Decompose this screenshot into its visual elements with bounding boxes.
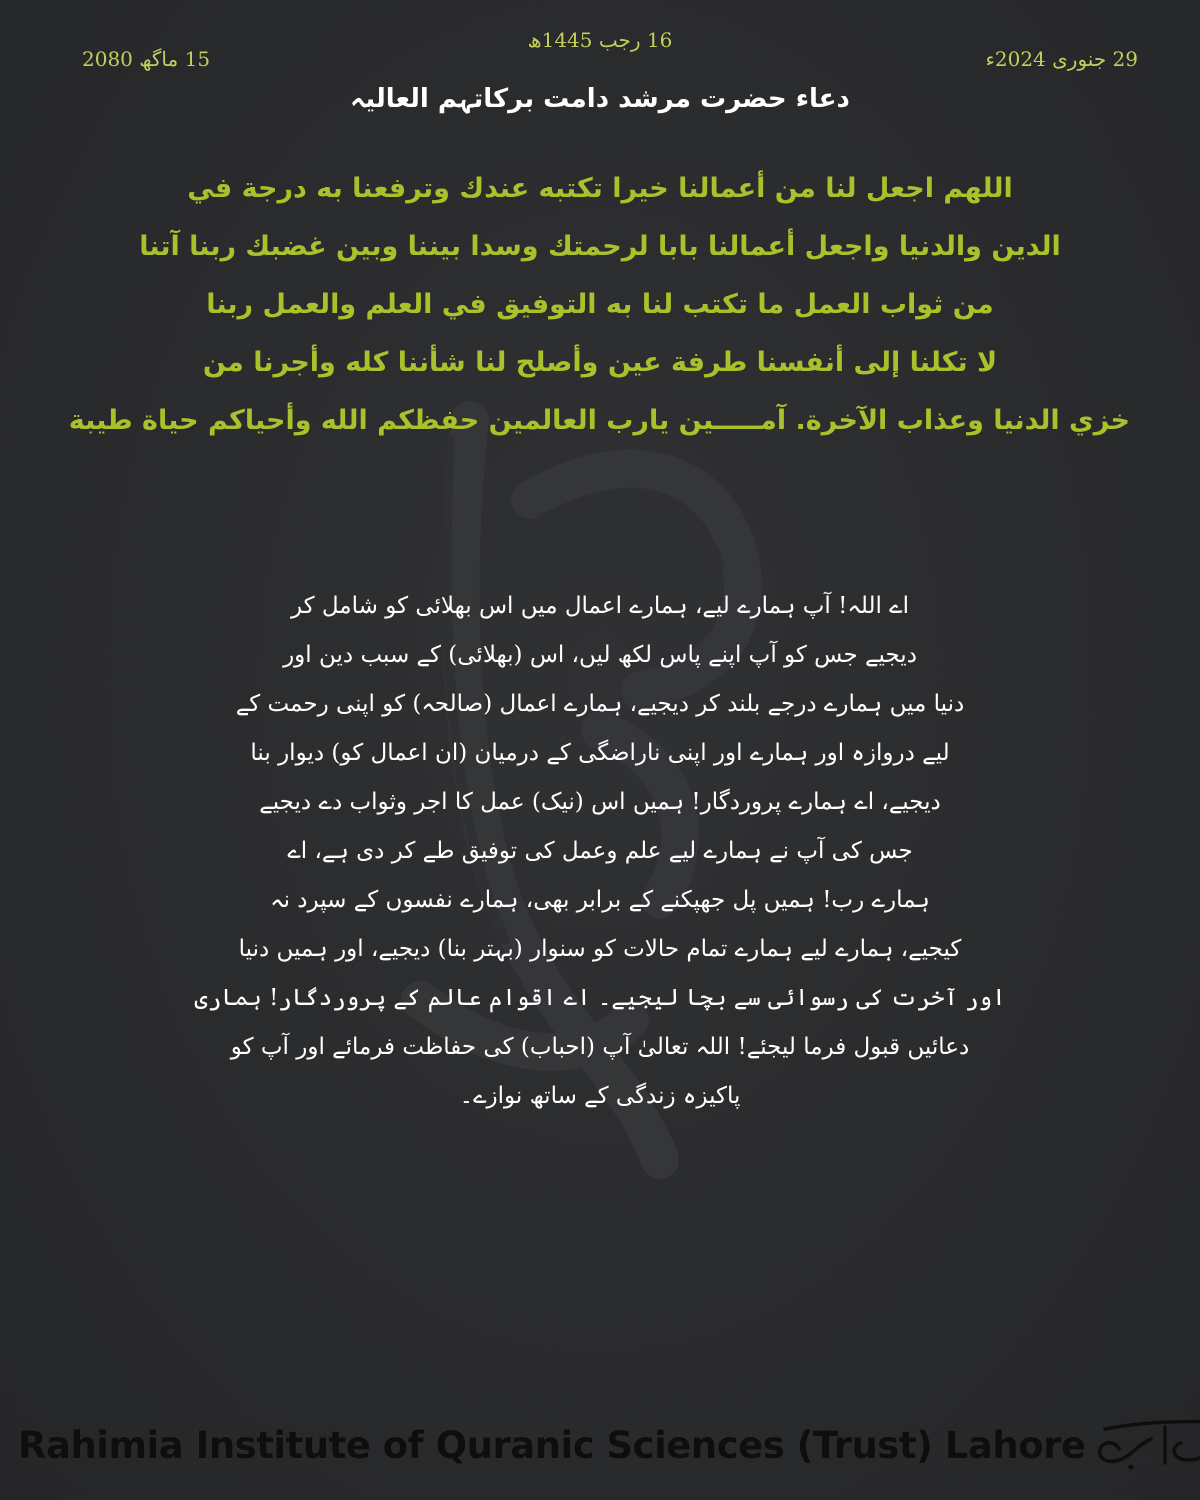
gregorian-date: 29 جنوری 2024ء: [985, 47, 1138, 71]
urdu-line: دعائیں قبول فرما لیجئے! اللہ تعالیٰ آپ (احباب) کی حفاظت فرمائے اور آپ کو: [230, 1034, 970, 1060]
hijri-date: 16 رجب 1445ھ: [527, 28, 673, 52]
footer: [18, 1410, 1182, 1480]
urdu-line: اور آخرت کی رسوائی سے بچا لیجیے۔ اے اقوام عالم کے پروردگار! ہماری: [194, 985, 1006, 1011]
arabic-line: الدين والدنيا واجعل أعمالنا بابا لرحمتك وسدا بيننا وبين غضبك ربنا آتنا: [139, 231, 1061, 262]
institute-calligraphy-logo: [1085, 1415, 1200, 1475]
page-title: دعاء حضرت مرشد دامت برکاتہم العالیہ: [350, 84, 850, 114]
arabic-line: من ثواب العمل ما تكتب لنا به التوفيق في العلم والعمل ربنا: [206, 289, 994, 320]
urdu-translation: [160, 582, 1040, 1121]
urdu-line: دیجیے جس کو آپ اپنے پاس لکھ لیں، اس (بھلائی) کے سبب دین اور: [283, 642, 917, 668]
urdu-line: پاکیزہ زندگی کے ساتھ نوازے۔: [459, 1083, 741, 1109]
urdu-line: دنیا میں ہمارے درجے بلند کر دیجیے، ہمارے اعمال (صالحہ) کو اپنی رحمت کے: [235, 691, 965, 717]
arabic-line: لا تكلنا إلى أنفسنا طرفة عين وأصلح لنا شأننا كله وأجرنا من: [202, 347, 998, 378]
institute-name: Rahimia Institute of Quranic Sciences (Trust) Lahore: [18, 1423, 1086, 1467]
urdu-line: اے اللہ! آپ ہمارے لیے، ہمارے اعمال میں اس بھلائی کو شامل کر: [290, 593, 910, 619]
urdu-line: ہمارے رب! ہمیں پل جھپکنے کے برابر بھی، ہمارے نفسوں کے سپرد نہ: [270, 887, 930, 913]
arabic-line: اللهم اجعل لنا من أعمالنا خيرا تكتبه عندك وترفعنا به درجة في: [187, 173, 1013, 204]
urdu-line: جس کی آپ نے ہمارے لیے علم وعمل کی توفیق طے کر دی ہے، اے: [287, 838, 913, 864]
arabic-line: خزي الدنيا وعذاب الآخرة. آمـــــين يارب العالمين حفظكم الله وأحياكم حياة طيبة: [68, 405, 1130, 436]
urdu-line: کیجیے، ہمارے لیے ہمارے تمام حالات کو سنوار (بہتر بنا) دیجیے، اور ہمیں دنیا: [238, 936, 962, 962]
arabic-prayer: [70, 160, 1130, 450]
urdu-line: لیے دروازہ اور ہمارے اور اپنی ناراضگی کے درمیان (ان اعمال کو) دیوار بنا: [250, 740, 950, 766]
urdu-line: دیجیے، اے ہمارے پروردگار! ہمیں اس (نیک) عمل کا اجر وثواب دے دیجیے: [259, 789, 941, 815]
bikrami-date: 15 ماگھ 2080: [82, 47, 211, 71]
